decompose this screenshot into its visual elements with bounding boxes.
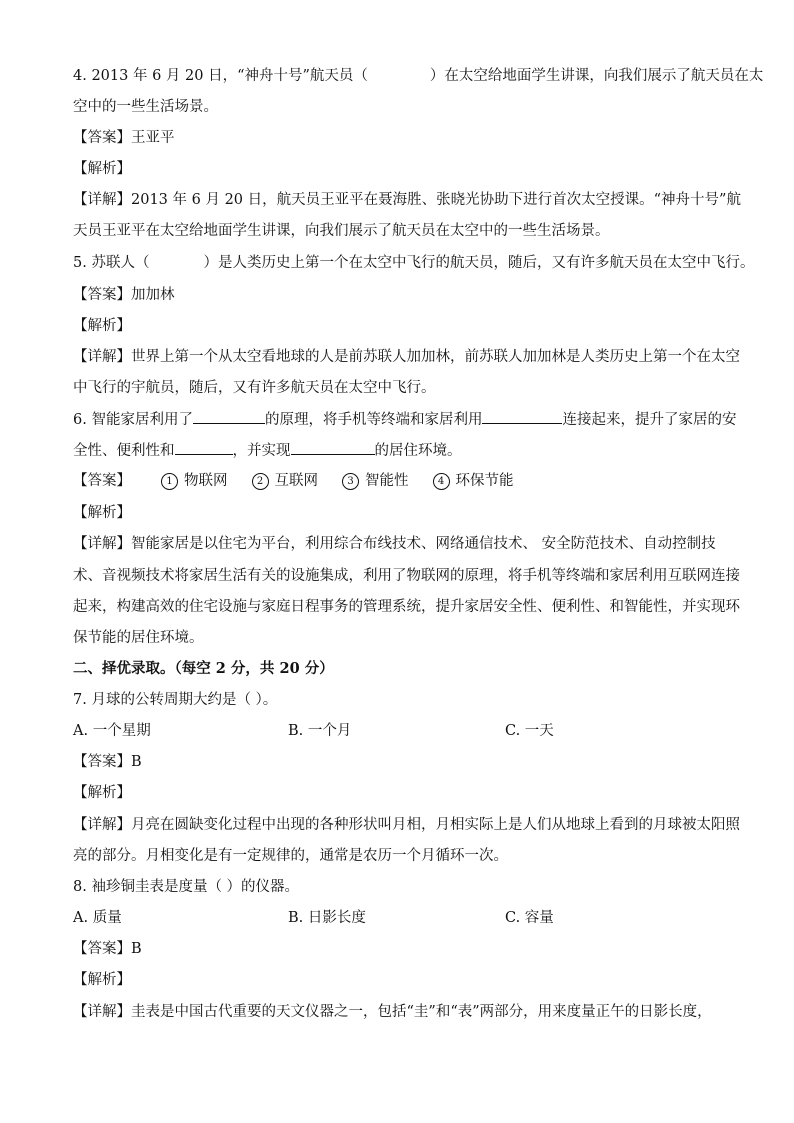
q6-stem-part: 的原理，将手机等终端和家居利用 <box>264 412 483 428</box>
q7-detail-line2: 亮的部分。月相变化是有一定规律的，通常是农历一个月循环一次。 <box>73 848 508 864</box>
q6-answer-item <box>252 471 319 491</box>
q6-detail-line1: 【详解】智能家居是以住宅为平台，利用综合布线技术、网络通信技术、 安全防范技术、自动控制技 <box>73 536 716 552</box>
q4-stem-line1 <box>73 66 763 86</box>
q7-option-a: A. 一个星期 <box>73 723 151 739</box>
q8-answer: 【答案】B <box>73 941 142 957</box>
answer-label: 【答案】 <box>73 473 131 489</box>
q5-detail-line1: 【详解】世界上第一个从太空看地球的人是前苏联人加加林，前苏联人加加林是人类历史上第一个在太空 <box>73 349 740 365</box>
q5-stem-part: ）是人类历史上第一个在太空中飞行的航天员，随后，又有许多航天员在太空中飞行。 <box>203 255 755 271</box>
q4-detail-line2: 天员王亚平在太空给地面学生讲课，向我们展示了航天员在太空中的一些生活场景。 <box>73 223 610 239</box>
q5-detail-line2: 中飞行的宇航员，随后，又有许多航天员在太空中飞行。 <box>73 380 436 396</box>
answer-text: 环保节能 <box>455 473 514 489</box>
q4-stem-part: ）在太空给地面学生讲课，向我们展示了航天员在太 <box>429 68 764 84</box>
q7-detail-line1: 【详解】月亮在圆缺变化过程中出现的各种形状叫月相，月相实际上是人们从地球上看到的月球被太阳照 <box>73 817 740 833</box>
q6-answer-item <box>433 471 514 491</box>
q4-answer: 【答案】王亚平 <box>73 130 175 146</box>
q6-stem-part: 6. 智能家居利用了 <box>73 412 193 428</box>
q6-stem-part: 的居住环境。 <box>374 443 462 459</box>
answer-text: 互联网 <box>274 473 318 489</box>
q8-stem: 8. 袖珍铜圭表是度量（ ）的仪器。 <box>73 879 300 895</box>
q4-analysis-label: 【解析】 <box>73 161 131 177</box>
q6-stem-line1 <box>73 409 736 430</box>
q8-option-b: B. 日影长度 <box>288 910 366 926</box>
q6-answer <box>73 471 538 491</box>
q7-answer: 【答案】B <box>73 754 142 770</box>
circled-number: 1 <box>161 473 178 490</box>
answer-text: 物联网 <box>184 473 228 489</box>
q5-answer: 【答案】加加林 <box>73 287 175 303</box>
q5-stem-line1 <box>73 253 754 273</box>
q7-analysis-label: 【解析】 <box>73 785 131 801</box>
q8-option-c: C. 容量 <box>505 910 554 926</box>
q6-stem-line2 <box>73 440 462 461</box>
q6-detail-line2: 术、音视频技术将家居生活有关的设施集成，利用了物联网的原理，将手机等终端和家居利用互联网连接 <box>73 568 740 584</box>
q6-stem-part: ，并实现 <box>232 443 291 459</box>
q4-stem-part: 4. 2013 年 6 月 20 日，“神舟十号”航天员（ <box>73 68 368 84</box>
circled-number: 2 <box>252 473 269 490</box>
circled-number: 4 <box>433 473 450 490</box>
q6-stem-part: 连接起来，提升了家居的安 <box>562 412 737 428</box>
q7-option-b: B. 一个月 <box>288 723 352 739</box>
fill-blank <box>193 409 265 424</box>
q6-stem-part: 全性、便利性和 <box>73 443 175 459</box>
fill-blank <box>175 440 233 455</box>
q6-answer-item <box>342 471 409 491</box>
q5-analysis-label: 【解析】 <box>73 318 131 334</box>
q4-detail-line1: 【详解】2013 年 6 月 20 日，航天员王亚平在聂海胜、张晓光协助下进行首次太空授课。“神舟十号”航 <box>73 192 741 208</box>
q6-detail-line4: 保节能的居住环境。 <box>73 630 204 646</box>
fill-blank <box>291 440 375 455</box>
q5-stem-part: 5. 苏联人（ <box>73 255 150 271</box>
fill-blank <box>482 409 562 424</box>
q7-option-c: C. 一天 <box>505 723 554 739</box>
q7-stem: 7. 月球的公转周期大约是（ ）。 <box>73 692 278 708</box>
q8-option-a: A. 质量 <box>73 910 122 926</box>
q6-analysis-label: 【解析】 <box>73 505 131 521</box>
q8-analysis-label: 【解析】 <box>73 972 131 988</box>
section-title: 二、择优录取。（每空 2 分，共 20 分） <box>73 660 334 677</box>
answer-text: 智能性 <box>365 473 409 489</box>
q6-detail-line3: 起来，构建高效的住宅设施与家庭日程事务的管理系统，提升家居安全性、便利性、和智能性，并实现环 <box>73 599 740 615</box>
circled-number: 3 <box>342 473 359 490</box>
q6-answer-item <box>161 471 228 491</box>
q4-stem-line2: 空中的一些生活场景。 <box>73 99 218 115</box>
q8-detail-line1: 【详解】圭表是中国古代重要的天文仪器之一，包括“圭”和“表”两部分，用来度量正午的日影长度， <box>73 1004 712 1020</box>
